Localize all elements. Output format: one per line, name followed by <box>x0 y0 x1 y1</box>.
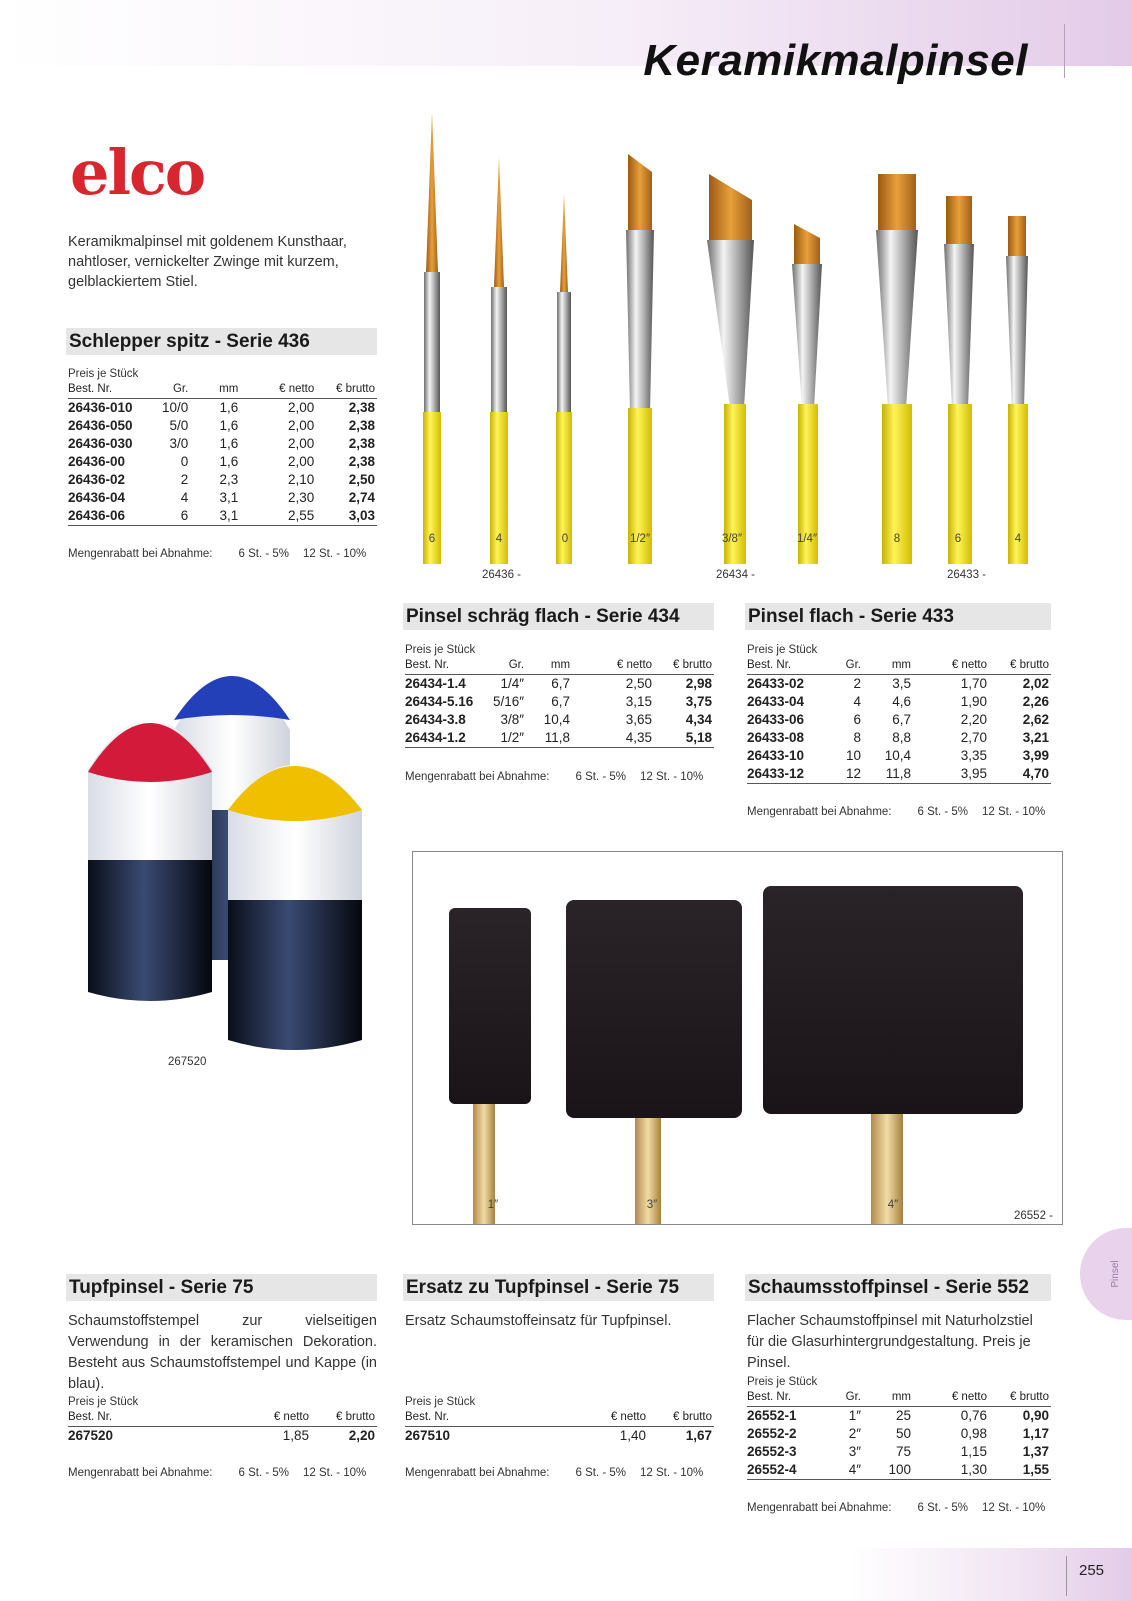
col-mm: mm <box>863 1390 913 1407</box>
item-mm: 6,7 <box>551 676 571 691</box>
photo-code-26552: 26552 - <box>1014 1210 1054 1222</box>
item-code: 26434-1.2 <box>405 729 493 748</box>
discount-12: 12 St. - 10% <box>982 1502 1046 1514</box>
section-title-ersatz: Ersatz zu Tupfpinsel - Serie 75 <box>403 1274 714 1301</box>
price-table-serie-552 <box>747 1375 1051 1480</box>
col-code: Best. Nr. <box>405 1410 576 1427</box>
table-body <box>747 675 1051 784</box>
item-mm: 10,4 <box>543 712 571 727</box>
brush-photo <box>412 112 1062 564</box>
discount-6: 6 St. - 5% <box>575 1467 626 1479</box>
item-size: 3″ <box>848 1444 861 1459</box>
item-code: 26552-2 <box>747 1426 797 1441</box>
item-size: 8 <box>853 730 861 745</box>
item-size: 3/0 <box>169 436 189 451</box>
item-mm: 3,1 <box>219 490 239 505</box>
brush-size-label: 8 <box>893 533 901 545</box>
table-row <box>68 1427 377 1446</box>
col-code: Best. Nr. <box>747 658 833 675</box>
sponge-brush-4 <box>763 886 1023 1224</box>
angle-brush <box>626 154 654 564</box>
item-code: 26436-02 <box>68 472 126 487</box>
section-title-serie-436: Schlepper spitz - Serie 436 <box>66 328 377 355</box>
item-code: 26552-1 <box>747 1408 797 1423</box>
price-brutto: 3,99 <box>1022 748 1049 763</box>
discount-12: 12 St. - 10% <box>640 1467 704 1479</box>
col-mm: mm <box>526 658 572 675</box>
item-size: 10 <box>845 748 861 763</box>
price-netto: 2,50 <box>625 676 653 691</box>
price-netto: 3,15 <box>625 694 653 709</box>
price-brutto: 2,50 <box>348 472 375 487</box>
price-brutto: 2,62 <box>1022 712 1049 727</box>
page-number-divider <box>1066 1556 1067 1596</box>
sponge-brush-1 <box>449 908 531 1224</box>
item-size: 5/0 <box>169 418 189 433</box>
item-code: 26433-08 <box>747 730 805 745</box>
round-brush <box>490 157 508 564</box>
item-code: 26434-3.8 <box>405 712 466 727</box>
table-row <box>747 693 1051 711</box>
price-brutto: 2,98 <box>685 676 712 691</box>
title-divider <box>1064 24 1065 78</box>
sponge-illustration <box>413 852 1062 1224</box>
page-title: Keramikmalpinsel <box>643 36 1028 85</box>
col-mm: mm <box>190 382 240 399</box>
item-mm: 6,7 <box>892 712 911 727</box>
price-netto: 2,70 <box>960 730 987 745</box>
discount-6: 6 St. - 5% <box>238 1467 289 1479</box>
price-netto: 1,90 <box>960 694 987 709</box>
item-mm: 11,8 <box>863 765 913 784</box>
price-brutto: 2,02 <box>1022 676 1049 691</box>
section-title-serie-552: Schaumsstoffpinsel - Serie 552 <box>745 1274 1051 1301</box>
price-netto: 2,55 <box>240 507 316 526</box>
brush-size-label: 0 <box>561 533 569 545</box>
table-body <box>405 675 714 748</box>
sponge-brush-3 <box>566 900 742 1224</box>
price-brutto: 2,38 <box>348 418 375 433</box>
item-code: 26433-12 <box>747 765 833 784</box>
item-code: 26436-010 <box>68 400 133 415</box>
discount-line <box>68 1467 366 1479</box>
table-row <box>747 711 1051 729</box>
item-code: 26552-3 <box>747 1444 797 1459</box>
price-brutto: 3,21 <box>1022 730 1049 745</box>
discount-line <box>747 1502 1045 1514</box>
discount-label: Mengenrabatt bei Abnahme: <box>68 1467 213 1479</box>
col-netto: € netto <box>576 1410 648 1427</box>
table-row <box>405 693 714 711</box>
price-brutto: 1,67 <box>685 1428 712 1443</box>
item-mm: 50 <box>895 1426 911 1441</box>
item-mm: 100 <box>863 1461 913 1480</box>
photo-code-267520: 267520 <box>168 1056 207 1068</box>
item-code: 267510 <box>405 1428 451 1443</box>
item-mm: 4,6 <box>892 694 911 709</box>
ersatz-description: Ersatz Schaumstoffeinsatz für Tupfpinsel. <box>405 1313 672 1329</box>
price-netto: 1,40 <box>619 1428 646 1443</box>
price-netto: 1,15 <box>960 1444 987 1459</box>
price-netto: 2,00 <box>288 454 315 469</box>
price-netto: 1,30 <box>913 1461 989 1480</box>
item-mm: 75 <box>895 1444 911 1459</box>
discount-12: 12 St. - 10% <box>303 1467 367 1479</box>
col-brutto: € brutto <box>316 382 377 399</box>
price-netto: 3,35 <box>960 748 987 763</box>
discount-6: 6 St. - 5% <box>575 771 626 783</box>
price-table-serie-433 <box>747 643 1051 784</box>
item-code: 26436-04 <box>68 490 126 505</box>
discount-label: Mengenrabatt bei Abnahme: <box>68 548 213 560</box>
price-netto: 2,00 <box>288 436 315 451</box>
price-label: Preis je Stück <box>405 644 476 656</box>
col-netto: € netto <box>239 1410 311 1427</box>
price-netto: 0,98 <box>960 1426 987 1441</box>
item-size: 12 <box>833 765 863 784</box>
item-code: 26436-030 <box>68 436 133 451</box>
col-size: Gr. <box>162 382 190 399</box>
table-row <box>747 1407 1051 1426</box>
price-label: Preis je Stück <box>747 644 818 656</box>
item-size: 2 <box>853 676 861 691</box>
brush-size-label: 6 <box>954 533 962 545</box>
item-code: 26436-00 <box>68 454 126 469</box>
price-table-tupfpinsel <box>68 1395 377 1445</box>
item-mm: 2,3 <box>219 472 239 487</box>
item-size: 4 <box>853 694 861 709</box>
table-row <box>747 765 1051 784</box>
round-brush <box>556 194 572 564</box>
price-brutto: 2,74 <box>348 490 375 505</box>
serie-552-description: Flacher Schaumstoffpinsel mit Naturholzstiel für die Glasurhintergrundgestaltung. Preis je Pinsel. <box>747 1313 1033 1371</box>
price-brutto: 4,34 <box>685 712 712 727</box>
price-brutto: 2,20 <box>348 1428 375 1443</box>
dabber-illustration <box>82 660 382 1060</box>
item-code: 26433-04 <box>747 694 805 709</box>
table-row <box>747 1425 1051 1443</box>
item-mm: 3,5 <box>892 676 911 691</box>
flat-brush <box>876 174 918 564</box>
table-row <box>68 507 377 526</box>
col-brutto: € brutto <box>311 1410 377 1427</box>
price-netto: 2,10 <box>288 472 315 487</box>
price-netto: 1,70 <box>960 676 987 691</box>
price-brutto: 3,75 <box>685 694 712 709</box>
table-row <box>747 1461 1051 1480</box>
col-size: Gr. <box>833 658 863 675</box>
angle-brush <box>792 224 822 564</box>
side-tab-pinsel <box>1080 1228 1132 1320</box>
col-mm: mm <box>863 658 913 675</box>
col-netto: € netto <box>913 658 989 675</box>
flat-brush <box>1006 216 1028 564</box>
price-brutto: 5,18 <box>654 729 714 748</box>
col-brutto: € brutto <box>648 1410 714 1427</box>
tupf-description: Schaumstoffstempel zur vielseitigen Verwendung in der keramischen Dekoration. Besteht aus Schaumstoffstempel und Kappe (in blau). <box>68 1313 377 1392</box>
item-size: 6 <box>853 712 861 727</box>
table-row <box>68 489 377 507</box>
price-label: Preis je Stück <box>747 1376 818 1388</box>
sponge-size-label: 4″ <box>887 1199 899 1211</box>
flat-brush <box>944 196 974 564</box>
table-body <box>68 399 377 526</box>
table-row <box>68 417 377 435</box>
col-code: Best. Nr. <box>68 1410 239 1427</box>
price-brutto: 3,03 <box>316 507 377 526</box>
price-netto: 0,76 <box>960 1408 987 1423</box>
price-brutto: 1,37 <box>1022 1444 1049 1459</box>
col-netto: € netto <box>240 382 316 399</box>
table-row <box>405 729 714 748</box>
item-size: 5/16″ <box>493 694 525 709</box>
item-code: 26433-06 <box>747 712 805 727</box>
price-table-serie-436 <box>68 367 377 526</box>
discount-line <box>747 806 1045 818</box>
brush-size-label: 1/4″ <box>796 533 818 545</box>
table-row <box>405 1427 714 1446</box>
price-table-serie-434 <box>405 643 714 748</box>
price-netto: 4,35 <box>572 729 654 748</box>
col-netto: € netto <box>913 1390 989 1407</box>
photo-code-26436: 26436 - <box>482 569 522 581</box>
col-code: Best. Nr. <box>747 1390 833 1407</box>
photo-code-26433: 26433 - <box>947 569 987 581</box>
item-mm: 1,6 <box>219 454 239 469</box>
item-code: 26433-02 <box>747 676 805 691</box>
discount-6: 6 St. - 5% <box>917 806 968 818</box>
discount-12: 12 St. - 10% <box>640 771 704 783</box>
discount-label: Mengenrabatt bei Abnahme: <box>747 806 892 818</box>
discount-12: 12 St. - 10% <box>303 548 367 560</box>
item-code: 26436-050 <box>68 418 133 433</box>
table-row <box>68 453 377 471</box>
price-netto: 2,20 <box>960 712 987 727</box>
price-label: Preis je Stück <box>68 368 139 380</box>
price-netto: 1,85 <box>282 1428 309 1443</box>
item-size: 1″ <box>848 1408 861 1423</box>
brush-size-label: 4 <box>1014 533 1022 545</box>
col-brutto: € brutto <box>654 658 714 675</box>
discount-line <box>68 548 366 560</box>
item-mm: 1,6 <box>219 436 239 451</box>
brush-illustration <box>412 112 1062 564</box>
table-row <box>747 729 1051 747</box>
discount-label: Mengenrabatt bei Abnahme: <box>405 1467 550 1479</box>
dabber-yellow <box>228 765 362 1050</box>
price-brutto: 2,26 <box>1022 694 1049 709</box>
item-code: 26433-10 <box>747 748 805 763</box>
price-netto: 3,65 <box>625 712 653 727</box>
price-table-ersatz <box>405 1395 714 1445</box>
item-size: 4 <box>180 490 189 505</box>
section-title-serie-433: Pinsel flach - Serie 433 <box>745 603 1051 630</box>
price-netto: 2,00 <box>288 418 315 433</box>
brush-size-label: 4 <box>495 533 503 545</box>
item-mm: 6,7 <box>551 694 571 709</box>
discount-6: 6 St. - 5% <box>238 548 289 560</box>
price-brutto: 4,70 <box>989 765 1051 784</box>
item-size: 2″ <box>848 1426 861 1441</box>
angle-brush <box>707 174 754 564</box>
item-code: 26434-5.16 <box>405 694 474 709</box>
brush-size-label: 6 <box>428 533 436 545</box>
price-label: Preis je Stück <box>68 1396 139 1408</box>
item-size: 4″ <box>833 1461 863 1480</box>
item-size: 10/0 <box>162 400 189 415</box>
discount-label: Mengenrabatt bei Abnahme: <box>405 771 550 783</box>
price-netto: 3,95 <box>913 765 989 784</box>
price-brutto: 2,38 <box>348 400 375 415</box>
round-brush <box>423 112 441 564</box>
price-brutto: 0,90 <box>1022 1408 1049 1423</box>
col-brutto: € brutto <box>989 658 1051 675</box>
intro-text: Keramikmalpinsel mit goldenem Kunsthaar, nahtloser, vernickelter Zwinge mit kurzem, gelblackiertem Stiel. <box>68 234 347 290</box>
item-mm: 10,4 <box>884 748 911 763</box>
section-title-serie-434: Pinsel schräg flach - Serie 434 <box>403 603 714 630</box>
item-mm: 1,6 <box>219 418 239 433</box>
dabber-photo <box>82 660 382 1060</box>
item-mm: 8,8 <box>892 730 911 745</box>
item-code: 26436-06 <box>68 507 162 526</box>
brush-size-label: 3/8″ <box>721 533 743 545</box>
col-code: Best. Nr. <box>68 382 162 399</box>
item-code: 26434-1.4 <box>405 676 466 691</box>
brush-size-label: 1/2″ <box>629 533 651 545</box>
price-netto: 2,30 <box>288 490 315 505</box>
table-row <box>68 435 377 453</box>
item-size: 1/2″ <box>493 729 526 748</box>
item-size: 0 <box>180 454 189 469</box>
price-brutto: 1,55 <box>989 1461 1051 1480</box>
item-mm: 3,1 <box>190 507 240 526</box>
item-mm: 1,6 <box>219 400 239 415</box>
item-size: 6 <box>162 507 190 526</box>
section-title-tupfpinsel: Tupfpinsel - Serie 75 <box>66 1274 377 1301</box>
page-number: 255 <box>1079 1562 1105 1579</box>
price-label: Preis je Stück <box>405 1396 476 1408</box>
table-row <box>405 711 714 729</box>
sponge-size-label: 1″ <box>487 1199 499 1211</box>
col-size: Gr. <box>833 1390 863 1407</box>
table-row <box>68 399 377 418</box>
item-size: 3/8″ <box>500 712 525 727</box>
discount-12: 12 St. - 10% <box>982 806 1046 818</box>
price-brutto: 2,38 <box>348 436 375 451</box>
item-code: 26552-4 <box>747 1461 833 1480</box>
item-code: 267520 <box>68 1428 114 1443</box>
item-size: 2 <box>180 472 189 487</box>
discount-label: Mengenrabatt bei Abnahme: <box>747 1502 892 1514</box>
price-netto: 2,00 <box>288 400 315 415</box>
table-body <box>747 1407 1051 1480</box>
discount-line <box>405 771 703 783</box>
item-mm: 25 <box>895 1408 911 1423</box>
col-size: Gr. <box>493 658 526 675</box>
sponge-photo <box>412 851 1063 1225</box>
table-row <box>747 747 1051 765</box>
table-row <box>747 675 1051 694</box>
discount-line <box>405 1467 703 1479</box>
price-brutto: 2,38 <box>348 454 375 469</box>
col-netto: € netto <box>572 658 654 675</box>
col-brutto: € brutto <box>989 1390 1051 1407</box>
photo-code-26434: 26434 - <box>716 569 756 581</box>
sponge-size-label: 3″ <box>646 1199 658 1211</box>
item-mm: 11,8 <box>526 729 572 748</box>
table-row <box>405 675 714 694</box>
discount-6: 6 St. - 5% <box>917 1502 968 1514</box>
side-tab-label: Pinsel <box>1110 1260 1122 1288</box>
brand-logo: elco <box>70 136 205 209</box>
price-brutto: 1,17 <box>1022 1426 1049 1441</box>
table-row <box>68 471 377 489</box>
item-size: 1/4″ <box>500 676 525 691</box>
table-row <box>747 1443 1051 1461</box>
dabber-red <box>88 720 212 1001</box>
col-code: Best. Nr. <box>405 658 493 675</box>
